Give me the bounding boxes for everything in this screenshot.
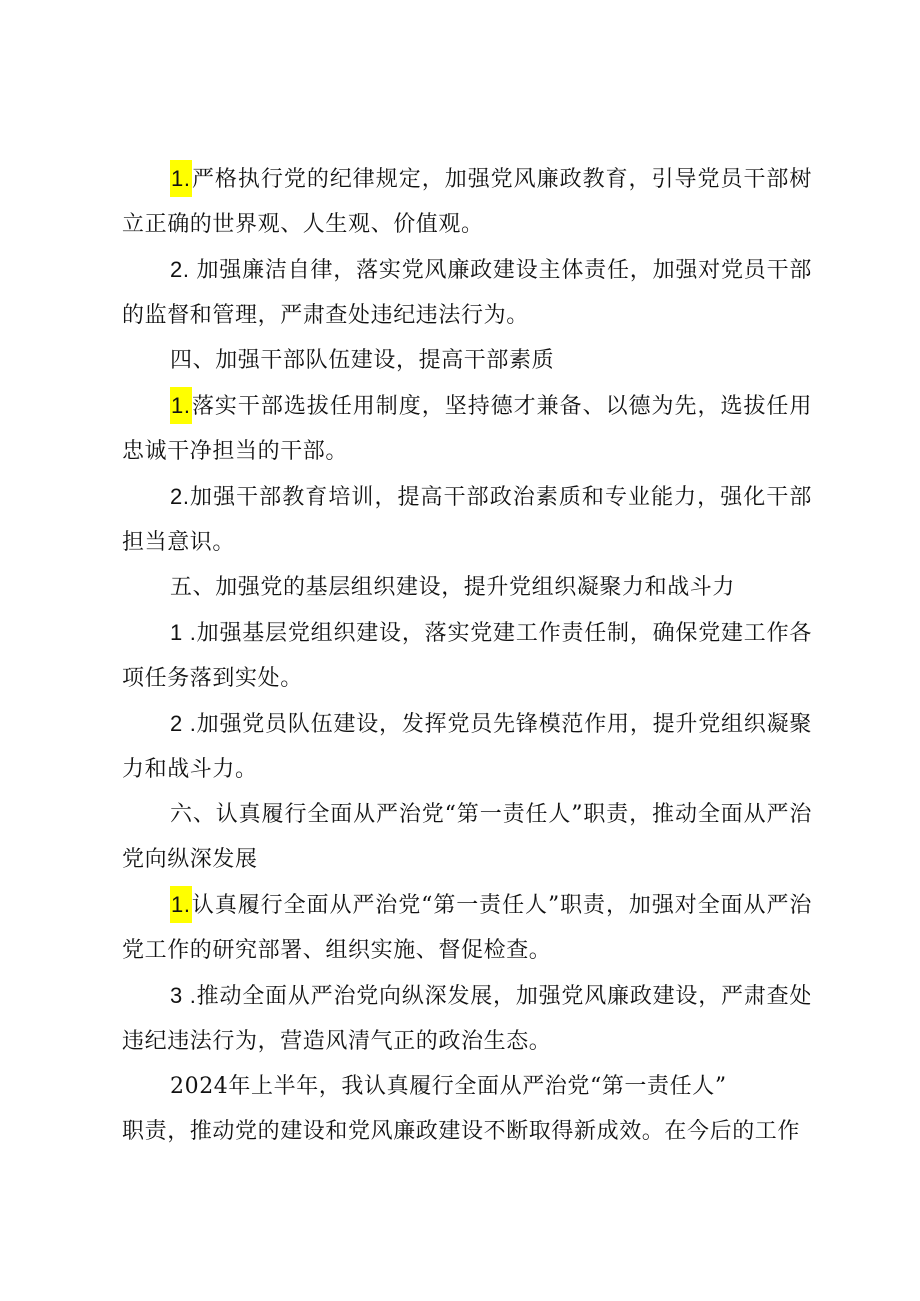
highlighted-list-marker: 1. [170, 387, 192, 424]
section-heading [122, 338, 812, 383]
paragraph [122, 247, 812, 338]
paragraph [122, 610, 812, 701]
highlighted-list-marker: 1. [170, 886, 192, 923]
list-marker: 2 . [170, 711, 197, 736]
list-marker: 3 . [170, 983, 197, 1008]
section-heading-text: 五、加强党的基层组织建设，提升党组织凝聚力和战斗力 [170, 575, 736, 600]
list-marker: 1 . [170, 620, 197, 645]
paragraph [122, 701, 812, 792]
section-heading [122, 792, 812, 882]
paragraph [122, 474, 812, 565]
paragraph [122, 882, 812, 973]
document-body [122, 156, 812, 1154]
paragraph-text: 认真履行全面从严治党“第一责任人”职责，加强对全面从严治党工作的研究部署、组织实施、督促检查。 [122, 893, 812, 963]
section-heading-text: 六、认真履行全面从严治党“第一责任人”职责，推动全面从严治党向纵深发展 [122, 802, 812, 872]
paragraph-text: 加强干部教育培训，提高干部政治素质和专业能力，强化干部担当意识。 [122, 485, 812, 555]
paragraph [122, 383, 812, 474]
closing-line-2: 职责，推动党的建设和党风廉政建设不断取得新成效。在今后的工作 [122, 1119, 801, 1144]
paragraph-text: 推动全面从严治党向纵深发展，加强党风廉政建设，严肃查处违纪违法行为，营造风清气正的政治生态。 [122, 984, 813, 1054]
paragraph-text: 加强党员队伍建设，发挥党员先锋模范作用，提升党组织凝聚力和战斗力。 [122, 712, 813, 782]
section-heading-text: 四、加强干部队伍建设，提高干部素质 [170, 348, 555, 373]
closing-paragraph [122, 1064, 812, 1154]
list-marker: 2. [170, 484, 190, 509]
closing-line-1: 2024年上半年，我认真履行全面从严治党“第一责任人” [170, 1074, 727, 1099]
paragraph [122, 156, 812, 247]
paragraph-text: 严格执行党的纪律规定，加强党风廉政教育，引导党员干部树立正确的世界观、人生观、价值观。 [122, 167, 812, 237]
list-marker: 2. [170, 257, 197, 282]
paragraph [122, 973, 812, 1064]
paragraph-text: 加强廉洁自律，落实党风廉政建设主体责任，加强对党员干部的监督和管理，严肃查处违纪违法行为。 [122, 258, 812, 328]
paragraph-text: 落实干部选拔任用制度，坚持德才兼备、以德为先，选拔任用忠诚干净担当的干部。 [122, 394, 812, 464]
section-heading [122, 565, 812, 610]
highlighted-list-marker: 1. [170, 160, 192, 197]
paragraph-text: 加强基层党组织建设，落实党建工作责任制，确保党建工作各项任务落到实处。 [122, 621, 813, 691]
